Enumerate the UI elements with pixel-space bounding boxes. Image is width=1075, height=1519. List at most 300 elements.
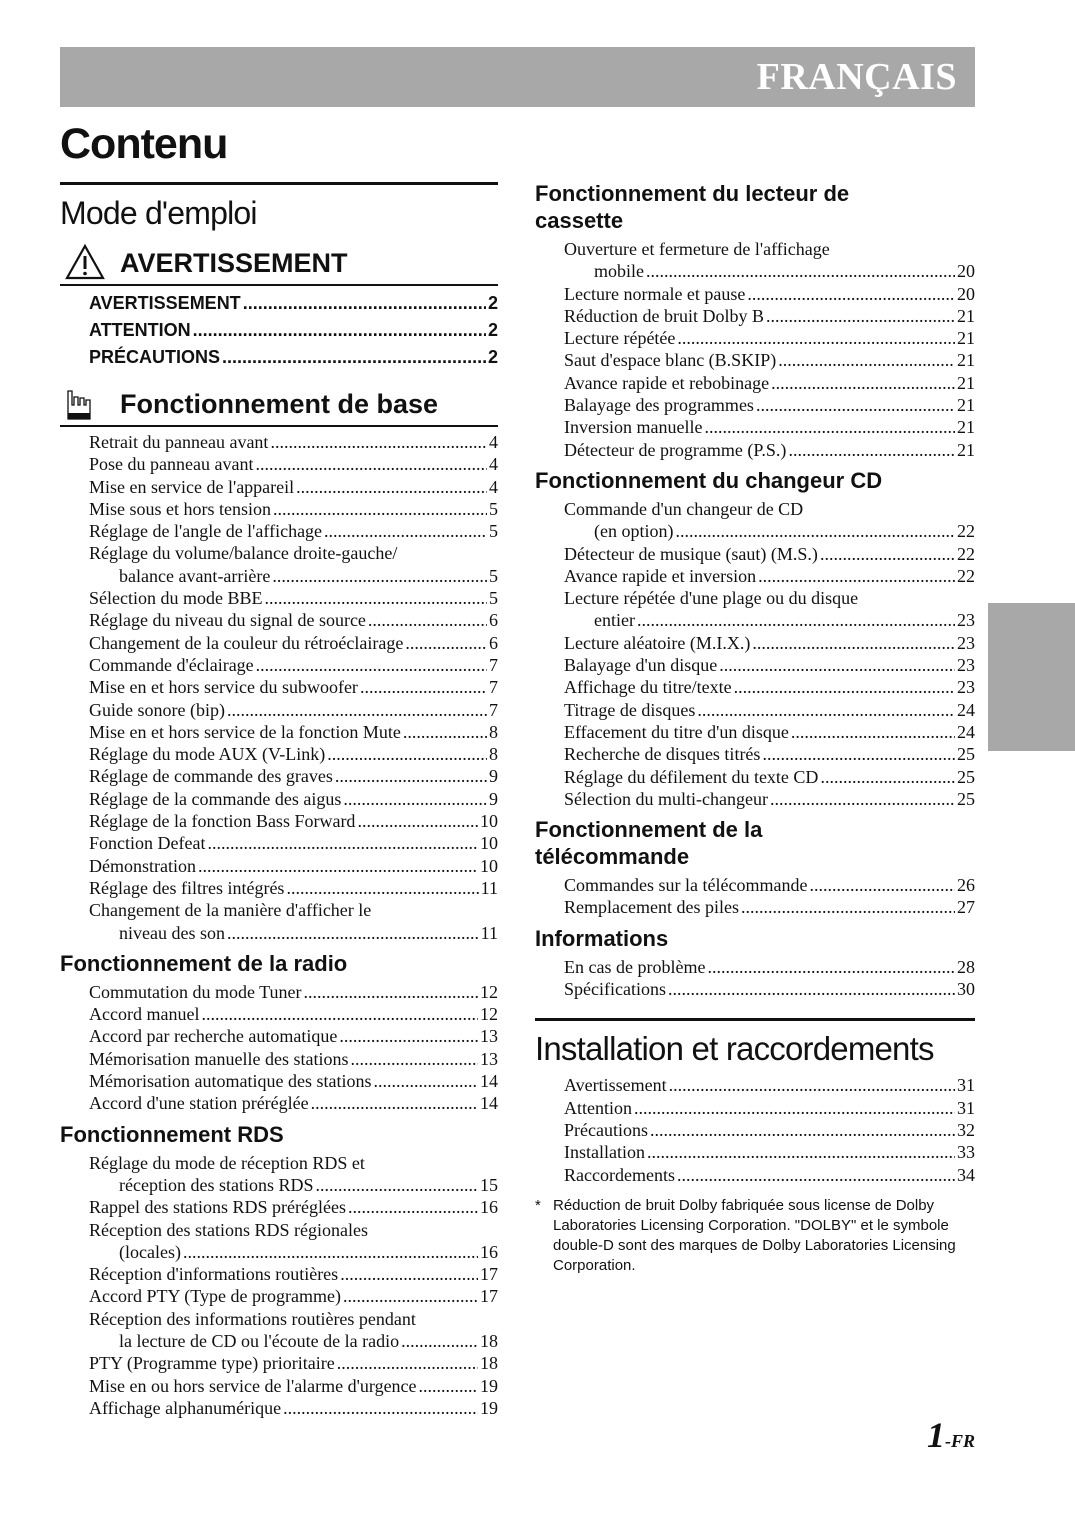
- rds-heading: Fonctionnement RDS: [60, 1121, 284, 1147]
- toc-entry-title: Réception d'informations routières: [89, 1264, 339, 1285]
- toc-leader-dots: [669, 1074, 955, 1096]
- hand-pointer-icon: [60, 383, 110, 425]
- toc-entry-title: PRÉCAUTIONS: [89, 347, 221, 367]
- toc-entry-title: Mémorisation manuelle des stations: [89, 1048, 349, 1069]
- toc-leader-dots: [771, 372, 955, 394]
- toc-entry-page: 21: [957, 305, 975, 326]
- toc-leader-dots: [373, 1070, 478, 1092]
- toc-entry: [89, 699, 498, 721]
- toc-entry-page: 18: [480, 1353, 498, 1374]
- warning-heading: [60, 240, 498, 286]
- toc-entry-title: AVERTISSEMENT: [89, 293, 241, 313]
- toc-entry-title: Réglage du défilement du texte CD: [564, 766, 819, 787]
- toc-entry: [564, 1074, 975, 1096]
- toc-leader-dots: [343, 1285, 478, 1307]
- toc-entry: [564, 416, 975, 438]
- toc-leader-dots: [650, 1119, 955, 1141]
- toc-entry-page: 31: [957, 1075, 975, 1096]
- info-list: [535, 952, 975, 1005]
- toc-entry: [89, 453, 498, 475]
- toc-leader-dots: [272, 565, 487, 587]
- toc-entry-page: 9: [489, 788, 498, 809]
- toc-entry: [89, 1092, 498, 1114]
- base-heading: [60, 381, 498, 427]
- toc-entry: [89, 1352, 498, 1374]
- toc-entry: [89, 431, 498, 453]
- toc-entry-page: 10: [480, 811, 498, 832]
- toc-leader-dots: [360, 676, 487, 698]
- toc-entry-page: 14: [480, 1093, 498, 1114]
- toc-entry: [564, 327, 975, 349]
- toc-leader-dots: [697, 699, 955, 721]
- toc-entry-title: Commande d'éclairage: [89, 654, 254, 675]
- toc-entry-title: Sélection du multi-changeur: [564, 788, 768, 809]
- toc-entry-page: 25: [957, 766, 975, 787]
- toc-entry-title: Accord par recherche automatique: [89, 1026, 338, 1047]
- toc-entry-title: Avance rapide et rebobinage: [564, 372, 770, 393]
- toc-leader-dots: [270, 431, 487, 453]
- toc-leader-dots: [741, 896, 955, 918]
- toc-entry: [564, 766, 975, 788]
- remote-heading: Fonctionnement de la télécommande: [535, 817, 763, 870]
- toc-leader-dots: [339, 1025, 478, 1047]
- warn-list: [60, 286, 498, 375]
- toc-leader-dots: [207, 832, 478, 854]
- toc-entry-title: Réglage des filtres intégrés: [89, 877, 285, 898]
- toc-leader-dots: [734, 676, 955, 698]
- toc-entry: [89, 565, 498, 587]
- rds-list: [60, 1148, 498, 1424]
- toc-entry-title: Réglage de la fonction Bass Forward: [89, 811, 356, 832]
- toc-entry-title: Précautions: [564, 1119, 648, 1140]
- toc-leader-dots: [350, 1048, 478, 1070]
- toc-entry-title: Balayage d'un disque: [564, 655, 718, 676]
- toc-entry: [89, 743, 498, 765]
- toc-entry-page: 11: [480, 922, 498, 943]
- toc-entry-page: 21: [957, 372, 975, 393]
- toc-line: Réglage du volume/balance droite-gauche/: [89, 543, 398, 564]
- toc-entry-page: 6: [489, 610, 498, 631]
- toc-leader-dots: [675, 520, 955, 542]
- toc-leader-dots: [324, 520, 487, 542]
- toc-entry-page: 23: [957, 655, 975, 676]
- toc-entry-title: Lecture normale et pause: [564, 283, 746, 304]
- mode-title: Mode d'emploi: [60, 182, 498, 234]
- toc-entry-title: Lecture répétée: [564, 328, 676, 349]
- toc-entry-page: 10: [480, 833, 498, 854]
- warning-heading-label: AVERTISSEMENT: [120, 248, 348, 278]
- toc-entry-page: 12: [480, 981, 498, 1002]
- toc-leader-dots: [770, 788, 955, 810]
- toc-leader-dots: [677, 327, 955, 349]
- toc-entry-page: 19: [480, 1375, 498, 1396]
- toc-entry: [89, 1330, 498, 1352]
- toc-entry-title: Mise en ou hors service de l'alarme d'urgence: [89, 1375, 417, 1396]
- toc-entry: [89, 1263, 498, 1285]
- toc-entry-title: PTY (Programme type) prioritaire: [89, 1353, 335, 1374]
- footnote-text: Réduction de bruit Dolby fabriquée sous license de Dolby Laboratories Licensing Corporation. "DOLBY" et le symbole double-D sont des marques de Dolby Laboratories Licensing Corporation.: [553, 1197, 956, 1274]
- toc-entry: [89, 721, 498, 743]
- toc-leader-dots: [419, 1375, 478, 1397]
- toc-entry-title: Spécifications: [564, 979, 666, 1000]
- toc-entry: [89, 476, 498, 498]
- toc-leader-dots: [634, 1097, 955, 1119]
- toc-leader-dots: [401, 1330, 478, 1352]
- toc-entry-title: Guide sonore (bip): [89, 699, 225, 720]
- toc-leader-dots: [337, 1352, 478, 1374]
- toc-leader-dots: [340, 1263, 478, 1285]
- toc-entry-title: Rappel des stations RDS préréglées: [89, 1197, 346, 1218]
- toc-entry-title: Sélection du mode BBE: [89, 588, 263, 609]
- toc-entry-title: En cas de problème: [564, 956, 706, 977]
- toc-leader-dots: [647, 1141, 955, 1163]
- footnote: [535, 1196, 975, 1276]
- toc-leader-dots: [201, 1003, 478, 1025]
- base-heading-label: Fonctionnement de base: [120, 389, 439, 419]
- toc-entry: [564, 788, 975, 810]
- toc-leader-dots: [243, 290, 486, 317]
- toc-leader-dots: [637, 609, 955, 631]
- cassette-heading: Fonctionnement du lecteur de cassette: [535, 181, 850, 233]
- toc-leader-dots: [791, 721, 955, 743]
- toc-entry-title: Réduction de bruit Dolby B: [564, 305, 764, 326]
- toc-entry: [564, 283, 975, 305]
- toc-entry-title: Réglage du mode AUX (V-Link): [89, 744, 326, 765]
- toc-entry: [564, 874, 975, 896]
- toc-entry: [564, 978, 975, 1000]
- toc-leader-dots: [747, 283, 955, 305]
- info-heading: Informations: [535, 925, 669, 951]
- toc-entry-page: 20: [957, 261, 975, 282]
- toc-entry: [564, 372, 975, 394]
- toc-entry-title: Accord manuel: [89, 1004, 200, 1025]
- toc-leader-dots: [820, 543, 955, 565]
- toc-entry-page: 20: [957, 283, 975, 304]
- toc-entry-title: Détecteur de musique (saut) (M.S.): [564, 543, 818, 564]
- toc-entry: [89, 1375, 498, 1397]
- toc-leader-dots: [283, 1397, 478, 1419]
- toc-entry-page: 17: [480, 1286, 498, 1307]
- toc-line: Lecture répétée d'une plage ou du disque: [564, 588, 859, 609]
- toc-entry-page: 10: [480, 855, 498, 876]
- toc-entry-page: 23: [957, 677, 975, 698]
- toc-entry: [564, 632, 975, 654]
- toc-leader-dots: [311, 1092, 478, 1114]
- remote-list: [535, 870, 975, 923]
- toc-entry-page: 24: [957, 699, 975, 720]
- toc-leader-dots: [357, 810, 478, 832]
- toc-entry: [564, 956, 975, 978]
- toc-line: Commande d'un changeur de CD: [564, 498, 804, 519]
- toc-leader-dots: [758, 565, 955, 587]
- toc-entry-title: Mémorisation automatique des stations: [89, 1071, 372, 1092]
- toc-entry-page: 7: [489, 654, 498, 675]
- toc-entry-title: balance avant-arrière: [119, 565, 271, 586]
- toc-leader-dots: [327, 743, 487, 765]
- toc-leader-dots: [315, 1174, 478, 1196]
- install-title: Installation et raccordements: [535, 1018, 975, 1070]
- toc-entry-page: 31: [957, 1097, 975, 1118]
- toc-leader-dots: [405, 632, 487, 654]
- toc-entry-page: 14: [480, 1071, 498, 1092]
- toc-entry-title: Réglage de la commande des aigus: [89, 788, 342, 809]
- toc-entry-title: Mise en service de l'appareil: [89, 476, 295, 497]
- toc-entry-title: Affichage alphanumérique: [89, 1397, 282, 1418]
- toc-entry-title: Commandes sur la télécommande: [564, 875, 808, 896]
- toc-entry-title: Lecture aléatoire (M.I.X.): [564, 632, 751, 653]
- toc-entry-page: 2: [487, 347, 498, 367]
- toc-entry: [89, 832, 498, 854]
- toc-entry: [89, 676, 498, 698]
- radio-heading: Fonctionnement de la radio: [60, 950, 348, 976]
- radio-list: [60, 977, 498, 1119]
- toc-entry-page: 15: [480, 1174, 498, 1195]
- toc-entry-page: 4: [489, 476, 498, 497]
- toc-entry: [89, 1285, 498, 1307]
- toc-entry-title: Affichage du titre/texte: [564, 677, 732, 698]
- toc-entry: [89, 922, 498, 944]
- toc-entry-page: 2: [487, 293, 498, 313]
- toc-leader-dots: [198, 855, 478, 877]
- toc-entry: [564, 721, 975, 743]
- toc-leader-dots: [227, 922, 479, 944]
- toc-entry-title: Remplacement des piles: [564, 897, 739, 918]
- toc-entry: [564, 896, 975, 918]
- toc-entry-page: 21: [957, 439, 975, 460]
- toc-entry-title: Réglage du niveau du signal de source: [89, 610, 366, 631]
- toc-entry-title: ATTENTION: [89, 320, 191, 340]
- toc-entry: [89, 981, 498, 1003]
- toc-entry-title: Détecteur de programme (P.S.): [564, 439, 787, 460]
- toc-entry: [564, 260, 975, 282]
- page-title: Contenu: [60, 120, 228, 168]
- toc-entry-page: 16: [480, 1241, 498, 1262]
- toc-leader-dots: [403, 721, 487, 743]
- toc-entry: [89, 1241, 498, 1263]
- toc-entry: [564, 349, 975, 371]
- toc-entry-title: Fonction Defeat: [89, 833, 206, 854]
- toc-entry: [89, 654, 498, 676]
- toc-entry: [89, 1048, 498, 1070]
- toc-line: Changement de la manière d'afficher le: [89, 900, 372, 921]
- toc-entry-page: 18: [480, 1330, 498, 1351]
- toc-entry: [564, 543, 975, 565]
- toc-entry-page: 21: [957, 350, 975, 371]
- toc-entry: [89, 788, 498, 810]
- toc-entry: [564, 743, 975, 765]
- toc-entry-page: 30: [957, 979, 975, 1000]
- toc-entry-title: (en option): [594, 521, 674, 542]
- toc-leader-dots: [256, 654, 487, 676]
- toc-leader-dots: [809, 874, 955, 896]
- toc-entry-title: Avertissement: [564, 1075, 667, 1096]
- toc-entry-page: 5: [489, 588, 498, 609]
- language-banner: [60, 47, 975, 107]
- toc-entry: [564, 1097, 975, 1119]
- toc-entry-page: 19: [480, 1397, 498, 1418]
- toc-entry-page: 13: [480, 1048, 498, 1069]
- toc-entry: [89, 290, 498, 317]
- toc-entry-title: Réglage de l'angle de l'affichage: [89, 521, 323, 542]
- toc-leader-dots: [264, 587, 487, 609]
- toc-entry-title: Changement de la couleur du rétroéclairage: [89, 632, 404, 653]
- toc-leader-dots: [752, 632, 955, 654]
- toc-leader-dots: [348, 1196, 478, 1218]
- toc-leader-dots: [719, 654, 955, 676]
- toc-leader-dots: [778, 349, 955, 371]
- toc-entry-title: Réglage de commande des graves: [89, 766, 333, 787]
- toc-entry-page: 25: [957, 744, 975, 765]
- toc-entry-title: entier: [594, 610, 635, 631]
- toc-entry: [89, 344, 498, 371]
- toc-entry-page: 11: [480, 877, 498, 898]
- toc-entry-page: 4: [489, 432, 498, 452]
- toc-entry-title: Saut d'espace blanc (B.SKIP): [564, 350, 777, 371]
- toc-leader-dots: [296, 476, 487, 498]
- toc-entry-title: niveau des son: [119, 922, 225, 943]
- toc-entry: [564, 1141, 975, 1163]
- toc-entry-page: 5: [489, 565, 498, 586]
- toc-entry-page: 22: [957, 565, 975, 586]
- right-column: [535, 178, 975, 1190]
- toc-entry-page: 33: [957, 1142, 975, 1163]
- toc-entry: [89, 765, 498, 787]
- left-column: [60, 182, 498, 1423]
- toc-entry-title: Démonstration: [89, 855, 196, 876]
- toc-entry-page: 16: [480, 1197, 498, 1218]
- toc-leader-dots: [707, 956, 955, 978]
- toc-entry-title: Retrait du panneau avant: [89, 432, 269, 452]
- toc-leader-dots: [762, 743, 955, 765]
- toc-entry-page: 5: [489, 521, 498, 542]
- toc-entry: [89, 1003, 498, 1025]
- toc-entry-page: 2: [487, 320, 498, 340]
- toc-leader-dots: [227, 699, 487, 721]
- toc-entry-page: 8: [489, 744, 498, 765]
- toc-entry-title: Inversion manuelle: [564, 417, 703, 438]
- toc-leader-dots: [183, 1241, 478, 1263]
- warning-triangle-icon: [60, 242, 110, 284]
- toc-entry: [564, 1164, 975, 1186]
- toc-entry: [89, 609, 498, 631]
- toc-entry: [89, 1025, 498, 1047]
- footnote-star: *: [535, 1197, 541, 1214]
- toc-line: Réception des stations RDS régionales: [89, 1219, 368, 1240]
- cassette-list: [535, 234, 975, 465]
- toc-leader-dots: [193, 317, 486, 344]
- toc-entry-page: 13: [480, 1026, 498, 1047]
- toc-entry: [564, 699, 975, 721]
- toc-entry-page: 21: [957, 328, 975, 349]
- toc-entry: [89, 1397, 498, 1419]
- toc-entry: [564, 394, 975, 416]
- toc-entry-title: Balayage des programmes: [564, 395, 754, 416]
- toc-entry: [89, 855, 498, 877]
- toc-leader-dots: [756, 394, 955, 416]
- toc-entry: [89, 632, 498, 654]
- toc-entry-page: 17: [480, 1264, 498, 1285]
- toc-entry-page: 23: [957, 632, 975, 653]
- base-list: [60, 427, 498, 948]
- toc-entry: [89, 1174, 498, 1196]
- toc-entry-title: Mise en et hors service du subwoofer: [89, 677, 358, 698]
- cd-list: [535, 494, 975, 814]
- toc-entry: [564, 654, 975, 676]
- toc-leader-dots: [677, 1164, 955, 1186]
- toc-entry-title: Effacement du titre d'un disque: [564, 721, 789, 742]
- toc-entry-page: 26: [957, 875, 975, 896]
- toc-entry: [564, 676, 975, 698]
- toc-entry: [564, 305, 975, 327]
- toc-entry-page: 21: [957, 395, 975, 416]
- toc-leader-dots: [343, 788, 487, 810]
- toc-entry-title: mobile: [594, 261, 644, 282]
- toc-leader-dots: [704, 416, 955, 438]
- install-list: [535, 1070, 975, 1189]
- toc-line: Ouverture et fermeture de l'affichage: [564, 239, 830, 259]
- page-number: [927, 1414, 975, 1456]
- toc-entry: [89, 317, 498, 344]
- language-label: FRANÇAIS: [756, 56, 957, 98]
- toc-entry-page: 25: [957, 788, 975, 809]
- toc-entry-page: 22: [957, 543, 975, 564]
- toc-entry-page: 22: [957, 521, 975, 542]
- cd-heading: Fonctionnement du changeur CD: [535, 467, 883, 493]
- toc-entry-page: 24: [957, 721, 975, 742]
- toc-entry-title: la lecture de CD ou l'écoute de la radio: [119, 1330, 400, 1351]
- toc-leader-dots: [273, 498, 487, 520]
- toc-entry-page: 28: [957, 956, 975, 977]
- toc-leader-dots: [255, 453, 487, 475]
- toc-entry: [89, 810, 498, 832]
- toc-entry: [564, 1119, 975, 1141]
- toc-entry-title: Raccordements: [564, 1164, 675, 1185]
- toc-entry-title: Mise sous et hors tension: [89, 498, 271, 519]
- toc-leader-dots: [766, 305, 955, 327]
- toc-leader-dots: [820, 766, 955, 788]
- toc-leader-dots: [222, 344, 486, 371]
- toc-leader-dots: [335, 765, 487, 787]
- toc-entry-page: 27: [957, 897, 975, 918]
- toc-entry-page: 9: [489, 766, 498, 787]
- toc-entry: [89, 520, 498, 542]
- toc-leader-dots: [368, 609, 487, 631]
- toc-leader-dots: [286, 877, 478, 899]
- toc-entry-title: Pose du panneau avant: [89, 454, 254, 475]
- toc-entry-page: 23: [957, 610, 975, 631]
- toc-entry-page: 7: [489, 699, 498, 720]
- toc-entry: [89, 1070, 498, 1092]
- toc-entry-title: Avance rapide et inversion: [564, 565, 757, 586]
- toc-entry-page: 6: [489, 632, 498, 653]
- toc-entry: [89, 498, 498, 520]
- toc-entry-title: Attention: [564, 1097, 632, 1118]
- toc-entry-title: Recherche de disques titrés: [564, 744, 761, 765]
- toc-entry-page: 4: [489, 454, 498, 475]
- toc-entry: [564, 520, 975, 542]
- toc-entry-title: Installation: [564, 1142, 645, 1163]
- toc-entry-title: Titrage de disques: [564, 699, 696, 720]
- toc-line: Réglage du mode de réception RDS et: [89, 1152, 365, 1173]
- toc-leader-dots: [304, 981, 478, 1003]
- page-number-value: 1: [926, 1415, 945, 1455]
- side-tab: [988, 603, 1075, 751]
- page-number-suffix: -FR: [944, 1431, 975, 1451]
- toc-entry: [89, 587, 498, 609]
- toc-leader-dots: [646, 260, 955, 282]
- toc-entry-page: 12: [480, 1004, 498, 1025]
- toc-entry: [564, 609, 975, 631]
